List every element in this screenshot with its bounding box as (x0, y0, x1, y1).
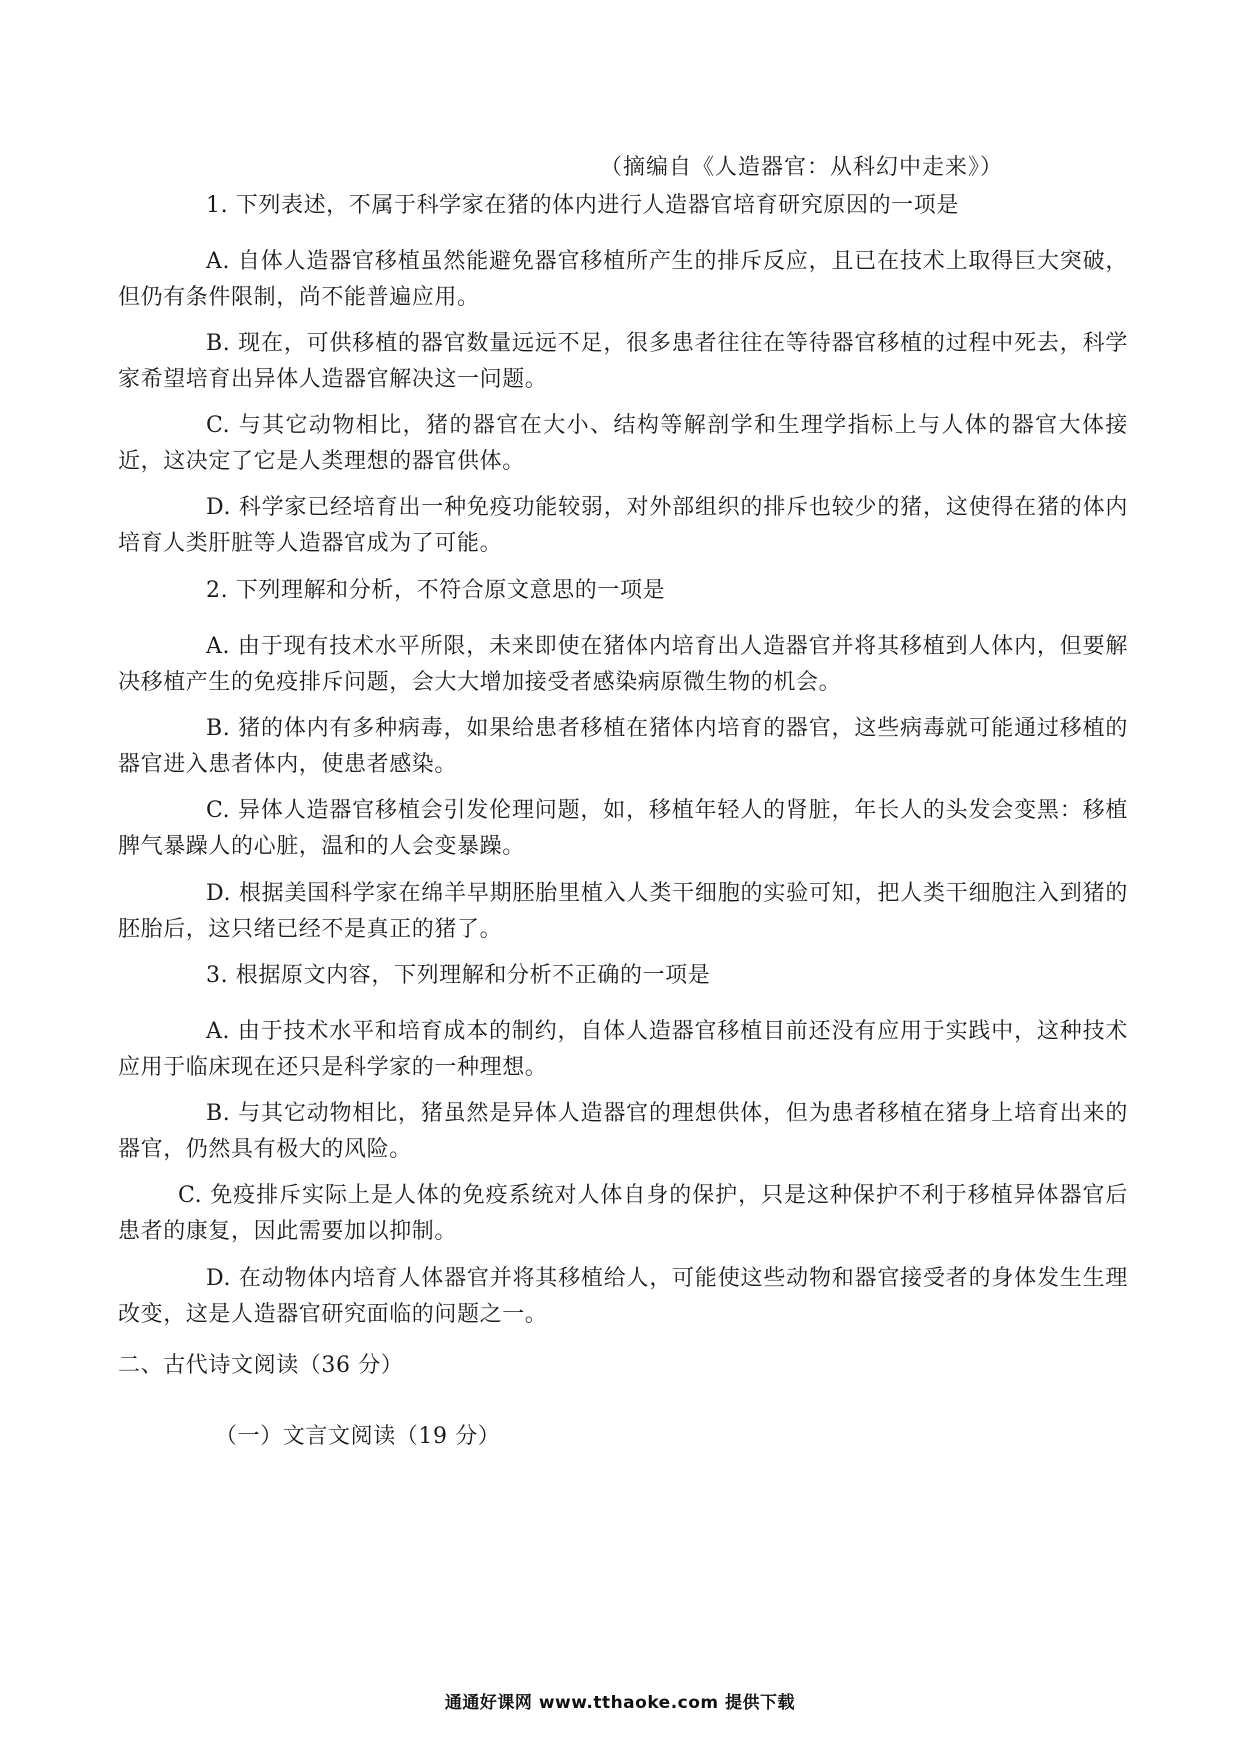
question-1-option-c: C. 与其它动物相比，猪的器官在大小、结构等解剖学和生理学指标上与人体的器官大体接近，这决定了它是人类理想的器官供体。 (118, 413, 1128, 474)
question-1-option-d: D. 科学家已经培育出一种免疫功能较弱，对外部组织的排斥也较少的猪，这使得在猪的体内培育人类肝脏等人造器官成为了可能。 (118, 495, 1128, 556)
question-stem: 1. 下列表述，不属于科学家在猪的体内进行人造器官培育研究原因的一项是 (206, 193, 959, 218)
subsection-heading: （一）文言文阅读（19 分） (215, 1424, 501, 1449)
question-1-option-a: A. 自体人造器官移植虽然能避免器官移植所产生的排斥反应，且已在技术上取得巨大突破，但仍有条件限制，尚不能普遍应用。 (118, 249, 1128, 310)
question-3-option-c: C. 免疫排斥实际上是人体的免疫系统对人体自身的保护，只是这种保护不利于移植异体器官后患者的康复，因此需要加以抑制。 (118, 1183, 1128, 1244)
question-3 (118, 958, 1128, 994)
question-3-option-b: B. 与其它动物相比，猪虽然是异体人造器官的理想供体，但为患者移植在猪身上培育出来的器官，仍然具有极大的风险。 (118, 1101, 1128, 1162)
question-2-option-b: B. 猪的体内有多种病毒，如果给患者移植在猪体内培育的器官，这些病毒就可能通过移植的器官进入患者体内，使患者感染。 (118, 716, 1128, 777)
section-heading: 二、古代诗文阅读（36 分） (118, 1353, 404, 1378)
question-3-option-d: D. 在动物体内培育人体器官并将其移植给人，可能使这些动物和器官接受者的身体发生生理改变，这是人造器官研究面临的问题之一。 (118, 1266, 1128, 1327)
question-2-option-c: C. 异体人造器官移植会引发伦理问题，如，移植年轻人的肾脏，年长人的头发会变黑：移植脾气暴躁人的心脏，温和的人会变暴躁。 (118, 798, 1128, 859)
question-2 (118, 573, 1128, 609)
source-citation: （摘编自《人造器官：从科幻中走来》） (600, 155, 1004, 180)
question-3-option-a: A. 由于技术水平和培育成本的制约，自体人造器官移植目前还没有应用于实践中，这种技术应用于临床现在还只是科学家的一种理想。 (118, 1019, 1128, 1080)
question-1 (118, 188, 1128, 224)
question-1-option-b: B. 现在，可供移植的器官数量远远不足，很多患者往往在等待器官移植的过程中死去，科学家希望培育出异体人造器官解决这一问题。 (118, 331, 1128, 392)
footer-watermark: 通通好课网 www.tthaoke.com 提供下载 (444, 1693, 796, 1713)
question-stem: 2. 下列理解和分析，不符合原文意思的一项是 (206, 578, 666, 603)
question-2-option-d: D. 根据美国科学家在绵羊早期胚胎里植入人类干细胞的实验可知，把人类干细胞注入到猪的胚胎后，这只绪已经不是真正的猪了。 (118, 881, 1128, 942)
question-2-option-a: A. 由于现有技术水平所限，未来即使在猪体内培育出人造器官并将其移植到人体内，但要解决移植产生的免疫排斥问题，会大大增加接受者感染病原微生物的机会。 (118, 634, 1128, 695)
question-stem: 3. 根据原文内容，下列理解和分析不正确的一项是 (206, 963, 711, 988)
